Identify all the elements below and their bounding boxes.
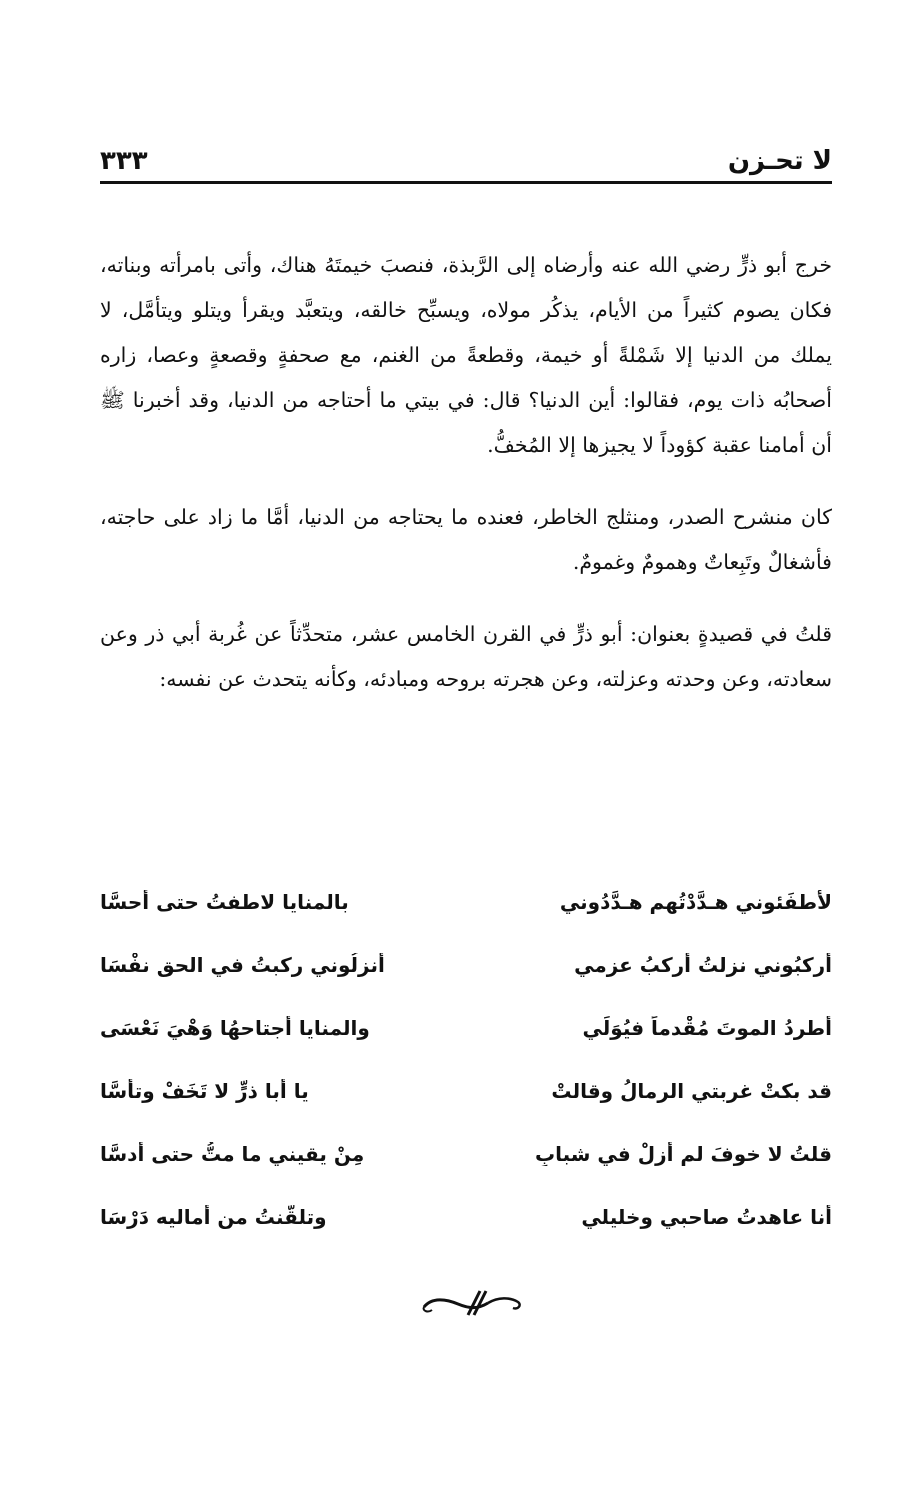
paragraph: كان منشرح الصدر، ومنثلج الخاطر، فعنده ما يحتاجه من الدنيا، أمَّا ما زاد على حاجته، فأشغالٌ وتَبِعاتٌ وهمومٌ وغمومٌ.: [100, 505, 832, 574]
header-rule: [100, 181, 832, 184]
ornament-divider-icon: [418, 1283, 528, 1323]
verse-first-hemistich: أنا عاهدتُ صاحبي وخليلي: [581, 1204, 832, 1229]
verse-second-hemistich: بالمنايا لاطفتُ حتى أحسَّا: [100, 889, 349, 914]
page-number: ٣٣٣: [100, 146, 148, 176]
poem: [100, 870, 832, 1248]
paragraph: قلتُ في قصيدةٍ بعنوان: أبو ذرٍّ في القرن الخامس عشر، متحدِّثاً عن غُربة أبي ذر وعن سعادته، وعن وحدته وعزلته، وعن هجرته بروحه ومبادئه، وكأنه يتحدث عن نفسه:: [100, 622, 832, 691]
verse: [100, 933, 832, 996]
verse: [100, 1059, 832, 1122]
verse-second-hemistich: يا أبا ذرٍّ لا تَخَفْ وتأسَّا: [100, 1078, 309, 1103]
verse: [100, 1185, 832, 1248]
verse-second-hemistich: والمنايا أجتاحهُا وَهْيَ نَعْسَى: [100, 1015, 370, 1040]
verse: [100, 1122, 832, 1185]
verse-first-hemistich: قلتُ لا خوفَ لم أزلْ في شبابٍ: [535, 1141, 832, 1166]
running-title: لا تحـزن: [727, 146, 832, 176]
page-header: [100, 140, 832, 184]
verse-second-hemistich: أنزلُوني ركبتُ في الحق نفْسَا: [100, 952, 385, 977]
verse: [100, 870, 832, 933]
paragraph: خرج أبو ذرٍّ رضي الله عنه وأرضاه إلى الرَّبذة، فنصبَ خيمتَهُ هناك، وأتى بامرأته وبناته، فكان يصوم كثيراً من الأيام، يذكُر مولاه، ويسبِّح خالقه، ويتعبَّد ويقرأ ويتلو ويتأمَّل، لا يملك من الدنيا إلا شَمْلةً أو خيمة، وقطعةً من الغنم، مع صحفةٍ وقصعةٍ وعصا، زاره أصحابُه ذات يوم، فقالوا: أين الدنيا؟ قال: في بيتي ما أحتاجه من الدنيا، وقد أخبرنا ﷺ أن أمامنا عقبة كؤوداً لا يجيزها إلا المُخفُّ.: [100, 253, 832, 457]
verse: [100, 996, 832, 1059]
verse-first-hemistich: لأَطفَئوني هـدَّدْتُهم هـدَّدُوني: [559, 889, 832, 914]
verse-first-hemistich: أطردُ الموتَ مُقْدماً فيُوَلِّي: [582, 1015, 832, 1040]
verse-second-hemistich: مِنْ يقيني ما متُّ حتى أدسَّا: [100, 1141, 365, 1166]
body-text: [100, 243, 832, 729]
verse-first-hemistich: أركبُوني نزلتُ أركبُ عزمي: [574, 952, 832, 977]
verse-second-hemistich: وتلقَّنتُ من أماليه دَرْسَا: [100, 1204, 327, 1229]
verse-first-hemistich: قد بكتْ غربتي الرمالُ وقالتْ: [551, 1078, 832, 1103]
